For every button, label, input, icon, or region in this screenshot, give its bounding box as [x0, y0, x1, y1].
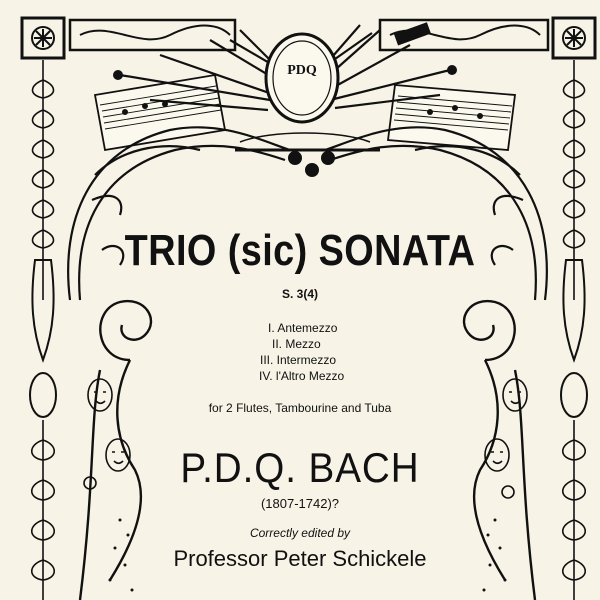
seal-monogram: PDQ — [287, 63, 317, 78]
catalog-number: S. 3(4) — [281, 287, 318, 301]
left-vine — [30, 60, 56, 600]
movement-item: II. Mezzo — [272, 337, 321, 351]
composer-name: P.D.Q. BACH — [180, 444, 420, 491]
movement-item: I. Antemezzo — [268, 321, 338, 335]
movement-item: IV. l'Altro Mezzo — [259, 369, 345, 383]
instrumentation: for 2 Flutes, Tambourine and Tuba — [208, 401, 392, 415]
right-vine — [561, 60, 587, 600]
music-sheet-right — [388, 85, 515, 150]
composer-dates: (1807-1742)? — [260, 496, 340, 511]
title: TRIO (sic) SONATA — [124, 226, 476, 275]
movement-item: III. Intermezzo — [260, 353, 337, 367]
editor-name: Professor Peter Schickele — [173, 546, 427, 571]
edited-by-label: Correctly edited by — [249, 526, 351, 540]
pdq-seal — [266, 34, 338, 122]
